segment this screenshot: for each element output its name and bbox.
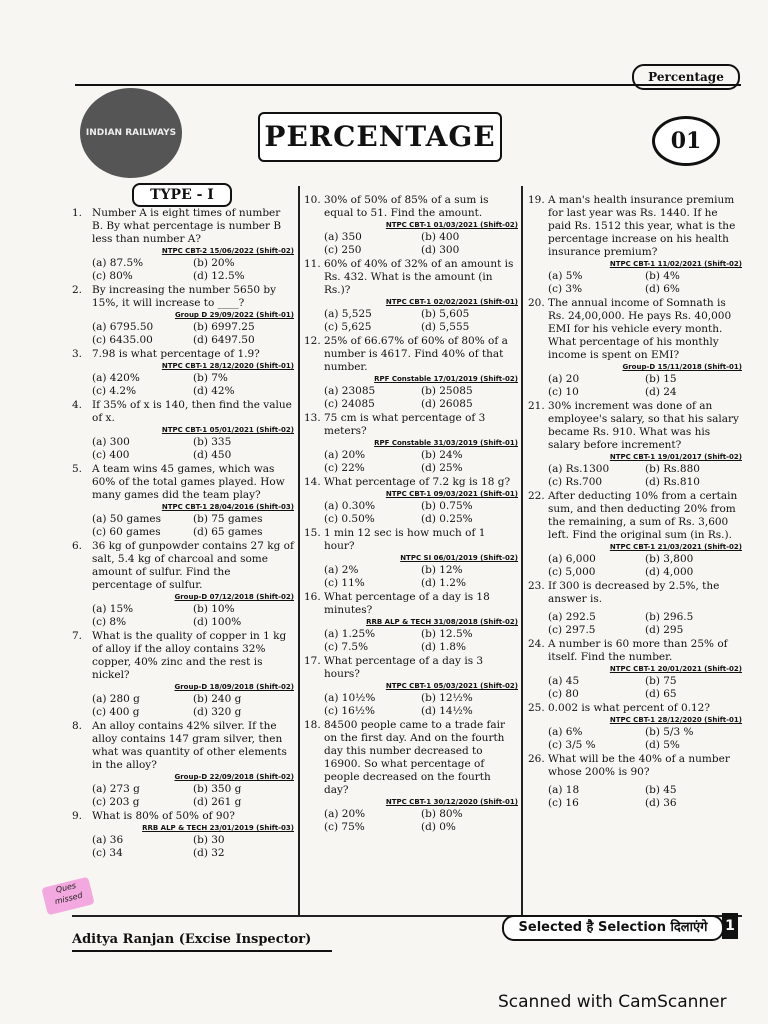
question-text: What percentage of a day is 18 minutes?: [324, 591, 490, 616]
answer-option: (d) 320 g: [193, 706, 242, 718]
answer-option: (d) 65: [645, 688, 677, 700]
answer-option: (a) 5%: [548, 270, 583, 282]
option-grid: [304, 564, 518, 590]
answer-option: (c) 5,000: [548, 566, 596, 578]
answer-option: (d) Rs.810: [645, 476, 700, 488]
question-header: [304, 194, 518, 220]
answer-option: (d) 4,000: [645, 566, 694, 578]
answer-option: (a) 6,000: [548, 553, 596, 565]
answer-option: (a) 87.5%: [92, 257, 144, 269]
option-grid: [528, 463, 742, 489]
handwritten-stamp: Ques missed: [41, 877, 94, 916]
answer-option: (a) 6795.50: [92, 321, 154, 333]
question-header: [72, 540, 294, 592]
answer-option: (a) 273 g: [92, 783, 140, 795]
question-text: What is the quality of copper in 1 kg of alloy if the alloy contains 32% copper, 40% zinc and the rest is nickel?: [92, 630, 287, 681]
answer-option: (c) 16½%: [324, 705, 375, 717]
answer-option: (b) 6997.25: [193, 321, 255, 333]
answer-option: (d) 65 games: [193, 526, 263, 538]
answer-option: (d) 32: [193, 847, 225, 859]
question-header: [72, 630, 294, 682]
question-text: What percentage of 7.2 kg is 18 g?: [324, 476, 511, 488]
exam-source: NTPC SI 06/01/2019 (Shift-02): [400, 554, 518, 562]
page-title: PERCENTAGE: [258, 112, 502, 162]
question-header: [528, 702, 742, 715]
question-header: [304, 412, 518, 438]
question-item: [304, 335, 518, 411]
question-header: [304, 527, 518, 553]
answer-option: (b) 350 g: [193, 783, 242, 795]
option-grid: [72, 834, 294, 860]
question-header: [72, 463, 294, 502]
answer-option: (b) 12½%: [421, 692, 473, 704]
question-item: [528, 297, 742, 399]
answer-option: (c) 5,625: [324, 321, 372, 333]
option-grid: [72, 257, 294, 283]
option-grid: [304, 449, 518, 475]
exam-source: NTPC CBT-1 30/12/2020 (Shift-01): [385, 798, 518, 806]
answer-option: (c) 7.5%: [324, 641, 369, 653]
answer-option: (c) 24085: [324, 398, 375, 410]
question-number: 18.: [304, 719, 321, 731]
question-item: [72, 284, 294, 347]
answer-option: (a) 20%: [324, 808, 366, 820]
answer-option: (a) 300: [92, 436, 130, 448]
question-number: 20.: [528, 297, 545, 309]
exam-source: Group D 29/09/2022 (Shift-01): [174, 311, 294, 319]
question-number: 25.: [528, 702, 545, 714]
question-text: What is 80% of 50% of 90?: [92, 810, 235, 822]
answer-option: (a) Rs.1300: [548, 463, 610, 475]
answer-option: (c) 80: [548, 688, 579, 700]
exam-source-spacer: [528, 780, 742, 782]
question-item: [528, 702, 742, 752]
exam-source: NTPC CBT-1 02/02/2021 (Shift-01): [385, 298, 518, 306]
question-item: [72, 399, 294, 462]
answer-option: (b) 10%: [193, 603, 235, 615]
answer-option: (c) 3/5 %: [548, 739, 596, 751]
exam-source: NTPC CBT-1 05/03/2021 (Shift-02): [385, 682, 518, 690]
scanner-watermark: Scanned with CamScanner: [498, 992, 727, 1012]
option-grid: [304, 808, 518, 834]
answer-option: (c) 203 g: [92, 796, 140, 808]
question-item: [528, 753, 742, 810]
question-item: [304, 719, 518, 834]
answer-option: (c) 60 games: [92, 526, 161, 538]
exam-source-spacer: [528, 607, 742, 609]
option-grid: [304, 231, 518, 257]
exam-source: Group-D 07/12/2018 (Shift-02): [174, 593, 294, 601]
question-number: 10.: [304, 194, 321, 206]
question-column-3: [528, 194, 742, 811]
question-number: 9.: [72, 810, 83, 822]
question-item: [304, 258, 518, 334]
answer-option: (b) 75: [645, 675, 677, 687]
exam-source: NTPC CBT-1 09/03/2021 (Shift-01): [385, 490, 518, 498]
answer-option: (c) 75%: [324, 821, 365, 833]
answer-option: (c) 400 g: [92, 706, 140, 718]
answer-option: (b) 12%: [421, 564, 463, 576]
answer-option: (b) 24%: [421, 449, 463, 461]
question-item: [528, 580, 742, 637]
question-number: 4.: [72, 399, 83, 411]
question-item: [528, 400, 742, 489]
question-number: 26.: [528, 753, 545, 765]
question-item: [72, 207, 294, 283]
question-text: If 300 is decreased by 2.5%, the answer is.: [548, 580, 720, 605]
question-header: [528, 194, 742, 259]
question-item: [528, 194, 742, 296]
question-item: [304, 655, 518, 718]
answer-option: (d) 0%: [421, 821, 456, 833]
question-text: 60% of 40% of 32% of an amount is Rs. 432. What is the amount (in Rs.)?: [324, 258, 514, 296]
column-divider: [298, 186, 300, 916]
question-number: 11.: [304, 258, 321, 270]
question-item: [304, 476, 518, 526]
answer-option: (c) 16: [548, 797, 579, 809]
answer-option: (b) 15: [645, 373, 677, 385]
question-text: A team wins 45 games, which was 60% of the total games played. How many games did the team play?: [92, 463, 285, 501]
answer-option: (a) 0.30%: [324, 500, 376, 512]
option-grid: [528, 553, 742, 579]
question-item: [304, 591, 518, 654]
answer-option: (a) 10½%: [324, 692, 376, 704]
question-header: [304, 258, 518, 297]
question-number: 17.: [304, 655, 321, 667]
question-header: [304, 591, 518, 617]
chapter-tag: Percentage: [632, 64, 740, 90]
question-header: [528, 580, 742, 606]
answer-option: (c) 10: [548, 386, 579, 398]
question-number: 13.: [304, 412, 321, 424]
answer-option: (b) Rs.880: [645, 463, 700, 475]
question-text: 30% of 50% of 85% of a sum is equal to 51. Find the amount.: [324, 194, 489, 219]
answer-option: (b) 25085: [421, 385, 473, 397]
question-item: [72, 348, 294, 398]
answer-option: (d) 6%: [645, 283, 680, 295]
answer-option: (a) 280 g: [92, 693, 140, 705]
question-item: [72, 810, 294, 860]
answer-option: (b) 75 games: [193, 513, 263, 525]
question-number: 8.: [72, 720, 83, 732]
author-name: Aditya Ranjan (Excise Inspector): [72, 930, 332, 952]
answer-option: (d) 42%: [193, 385, 235, 397]
question-text: By increasing the number 5650 by 15%, it will increase to ____?: [92, 284, 277, 309]
question-item: [72, 540, 294, 629]
question-text: 0.002 is what percent of 0.12?: [548, 702, 710, 714]
exam-source: NTPC CBT-1 28/12/2020 (Shift-01): [609, 716, 742, 724]
question-item: [304, 412, 518, 475]
question-text: Number A is eight times of number B. By what percentage is number B less than number A?: [92, 207, 282, 245]
question-number: 19.: [528, 194, 545, 206]
answer-option: (b) 400: [421, 231, 460, 243]
answer-option: (a) 292.5: [548, 611, 596, 623]
option-grid: [72, 603, 294, 629]
answer-option: (a) 20%: [324, 449, 366, 461]
question-column-1: [72, 207, 294, 861]
answer-option: (a) 20: [548, 373, 580, 385]
answer-option: (d) 100%: [193, 616, 242, 628]
option-grid: [72, 513, 294, 539]
exam-source: NTPC CBT-1 21/03/2021 (Shift-02): [609, 543, 742, 551]
question-text: 7.98 is what percentage of 1.9?: [92, 348, 260, 360]
answer-option: (b) 4%: [645, 270, 680, 282]
question-item: [72, 630, 294, 719]
question-number: 23.: [528, 580, 545, 592]
question-header: [304, 719, 518, 797]
option-grid: [72, 436, 294, 462]
option-grid: [304, 500, 518, 526]
question-text: If 35% of x is 140, then find the value of x.: [92, 399, 292, 424]
question-item: [72, 463, 294, 539]
option-grid: [304, 692, 518, 718]
answer-option: (b) 335: [193, 436, 232, 448]
question-text: A number is 60 more than 25% of itself. Find the number.: [548, 638, 728, 663]
question-text: 75 cm is what percentage of 3 meters?: [324, 412, 486, 437]
exam-source: NTPC CBT-1 05/01/2021 (Shift-02): [161, 426, 294, 434]
exam-source: RRB ALP & TECH 31/08/2018 (Shift-02): [366, 618, 518, 626]
answer-option: (d) 14½%: [421, 705, 473, 717]
answer-option: (d) 25%: [421, 462, 463, 474]
answer-option: (c) 22%: [324, 462, 365, 474]
question-text: What percentage of a day is 3 hours?: [324, 655, 484, 680]
answer-option: (c) 250: [324, 244, 362, 256]
answer-option: (b) 12.5%: [421, 628, 473, 640]
question-number: 22.: [528, 490, 545, 502]
question-text: 1 min 12 sec is how much of 1 hour?: [324, 527, 486, 552]
answer-option: (d) 5,555: [421, 321, 470, 333]
question-number: 2.: [72, 284, 83, 296]
exam-source: NTPC CBT-1 28/04/2016 (Shift-03): [161, 503, 294, 511]
exam-source: NTPC CBT-1 19/01/2017 (Shift-02): [609, 453, 742, 461]
question-number: 12.: [304, 335, 321, 347]
question-number: 16.: [304, 591, 321, 603]
answer-option: (b) 45: [645, 784, 677, 796]
option-grid: [304, 628, 518, 654]
option-grid: [72, 693, 294, 719]
answer-option: (c) 80%: [92, 270, 133, 282]
railway-emblem-icon: INDIAN RAILWAYS: [80, 88, 182, 178]
answer-option: (b) 30: [193, 834, 225, 846]
question-text: After deducting 10% from a certain sum, and then deducting 20% from the remaining, a sum of Rs. 3,600 left. Find the original sum (in Rs.).: [548, 490, 738, 541]
answer-option: (a) 420%: [92, 372, 140, 384]
answer-option: (a) 15%: [92, 603, 134, 615]
exam-source: Group-D 18/09/2018 (Shift-02): [174, 683, 294, 691]
question-header: [528, 297, 742, 362]
question-column-2: [304, 194, 518, 835]
answer-option: (d) 12.5%: [193, 270, 245, 282]
question-header: [72, 720, 294, 772]
question-item: [304, 194, 518, 257]
answer-option: (c) Rs.700: [548, 476, 603, 488]
question-header: [304, 476, 518, 489]
chapter-number: 01: [652, 116, 720, 166]
answer-option: (c) 3%: [548, 283, 583, 295]
exam-source: RRB ALP & TECH 23/01/2019 (Shift-03): [142, 824, 294, 832]
answer-option: (d) 26085: [421, 398, 473, 410]
question-number: 14.: [304, 476, 321, 488]
question-header: [72, 348, 294, 361]
column-divider: [521, 186, 523, 916]
question-number: 15.: [304, 527, 321, 539]
option-grid: [72, 372, 294, 398]
answer-option: (d) 300: [421, 244, 460, 256]
question-number: 21.: [528, 400, 545, 412]
option-grid: [528, 373, 742, 399]
answer-option: (b) 7%: [193, 372, 228, 384]
answer-option: (a) 350: [324, 231, 362, 243]
question-number: 7.: [72, 630, 83, 642]
answer-option: (c) 11%: [324, 577, 365, 589]
answer-option: (d) 6497.50: [193, 334, 255, 346]
question-number: 24.: [528, 638, 545, 650]
page-number: 1: [722, 913, 738, 939]
question-text: 30% increment was done of an employee's salary, so that his salary became Rs. 910. What was his salary before increment?: [548, 400, 739, 451]
question-header: [528, 400, 742, 452]
exam-source: NTPC CBT-1 11/02/2021 (Shift-02): [609, 260, 742, 268]
answer-option: (d) 261 g: [193, 796, 242, 808]
exam-source: Group-D 22/09/2018 (Shift-02): [174, 773, 294, 781]
answer-option: (c) 6435.00: [92, 334, 153, 346]
answer-option: (c) 34: [92, 847, 123, 859]
type-label: TYPE - I: [132, 183, 232, 207]
question-item: [528, 638, 742, 701]
option-grid: [304, 385, 518, 411]
option-grid: [528, 784, 742, 810]
question-text: An alloy contains 42% silver. If the alloy contains 147 gram silver, then what was quantity of other elements in the alloy?: [92, 720, 287, 771]
question-number: 1.: [72, 207, 83, 219]
answer-option: (c) 8%: [92, 616, 127, 628]
answer-option: (b) 3,800: [645, 553, 694, 565]
option-grid: [528, 675, 742, 701]
question-header: [304, 655, 518, 681]
question-item: [304, 527, 518, 590]
question-text: The annual income of Somnath is Rs. 24,00,000. He pays Rs. 40,000 EMI for his vehicle every month. What percentage of his monthly income is spent on EMI?: [548, 297, 732, 361]
answer-option: (d) 450: [193, 449, 232, 461]
option-grid: [72, 783, 294, 809]
answer-option: (c) 0.50%: [324, 513, 375, 525]
answer-option: (d) 5%: [645, 739, 680, 751]
exam-source: RPF Constable 17/01/2019 (Shift-02): [374, 375, 518, 383]
question-header: [304, 335, 518, 374]
exam-source: RPF Constable 31/03/2019 (Shift-01): [374, 439, 518, 447]
option-grid: [304, 308, 518, 334]
answer-option: (c) 4.2%: [92, 385, 137, 397]
answer-option: (d) 0.25%: [421, 513, 473, 525]
option-grid: [528, 726, 742, 752]
option-grid: [72, 321, 294, 347]
answer-option: (a) 23085: [324, 385, 376, 397]
answer-option: (a) 36: [92, 834, 124, 846]
question-header: [528, 638, 742, 664]
question-header: [72, 207, 294, 246]
exam-source: NTPC CBT-1 01/03/2021 (Shift-02): [385, 221, 518, 229]
question-header: [72, 284, 294, 310]
option-grid: [528, 611, 742, 637]
question-number: 3.: [72, 348, 83, 360]
question-text: What will be the 40% of a number whose 200% is 90?: [548, 753, 730, 778]
answer-option: (b) 5,605: [421, 308, 470, 320]
answer-option: (b) 20%: [193, 257, 235, 269]
answer-option: (b) 240 g: [193, 693, 242, 705]
answer-option: (a) 2%: [324, 564, 359, 576]
question-item: [528, 490, 742, 579]
answer-option: (d) 1.2%: [421, 577, 466, 589]
question-text: A man's health insurance premium for last year was Rs. 1440. If he paid Rs. 1512 this year, what is the percentage increase on his health insurance premium?: [548, 194, 736, 258]
exam-source: NTPC CBT-2 15/06/2022 (Shift-02): [161, 247, 294, 255]
answer-option: (a) 18: [548, 784, 580, 796]
answer-option: (d) 36: [645, 797, 677, 809]
answer-option: (a) 5,525: [324, 308, 372, 320]
answer-option: (c) 297.5: [548, 624, 596, 636]
answer-option: (c) 400: [92, 449, 130, 461]
exam-source: Group-D 15/11/2018 (Shift-01): [622, 363, 742, 371]
question-number: 6.: [72, 540, 83, 552]
question-text: 36 kg of gunpowder contains 27 kg of salt, 5.4 kg of charcoal and some amount of sulfur. Find the percentage of sulfur.: [92, 540, 294, 591]
exam-source: NTPC CBT-1 20/01/2021 (Shift-02): [609, 665, 742, 673]
answer-option: (b) 296.5: [645, 611, 694, 623]
answer-option: (b) 0.75%: [421, 500, 473, 512]
answer-option: (b) 80%: [421, 808, 463, 820]
question-number: 5.: [72, 463, 83, 475]
question-text: 84500 people came to a trade fair on the first day. And on the fourth day this number decreased to 16900. So what percentage of people decreased on the fourth day?: [324, 719, 506, 796]
question-header: [72, 399, 294, 425]
exam-source: NTPC CBT-1 28/12/2020 (Shift-01): [161, 362, 294, 370]
question-header: [528, 753, 742, 779]
question-text: 25% of 66.67% of 60% of 80% of a number is 4617. Find 40% of that number.: [324, 335, 508, 373]
option-grid: [528, 270, 742, 296]
answer-option: (a) 50 games: [92, 513, 162, 525]
question-header: [72, 810, 294, 823]
answer-option: (d) 24: [645, 386, 677, 398]
answer-option: (a) 1.25%: [324, 628, 376, 640]
answer-option: (d) 295: [645, 624, 684, 636]
answer-option: (a) 45: [548, 675, 580, 687]
question-header: [528, 490, 742, 542]
footer-slogan: Selected है Selection दिलाएंगे: [502, 915, 724, 941]
answer-option: (b) 5/3 %: [645, 726, 694, 738]
answer-option: (a) 6%: [548, 726, 583, 738]
answer-option: (d) 1.8%: [421, 641, 466, 653]
question-item: [72, 720, 294, 809]
